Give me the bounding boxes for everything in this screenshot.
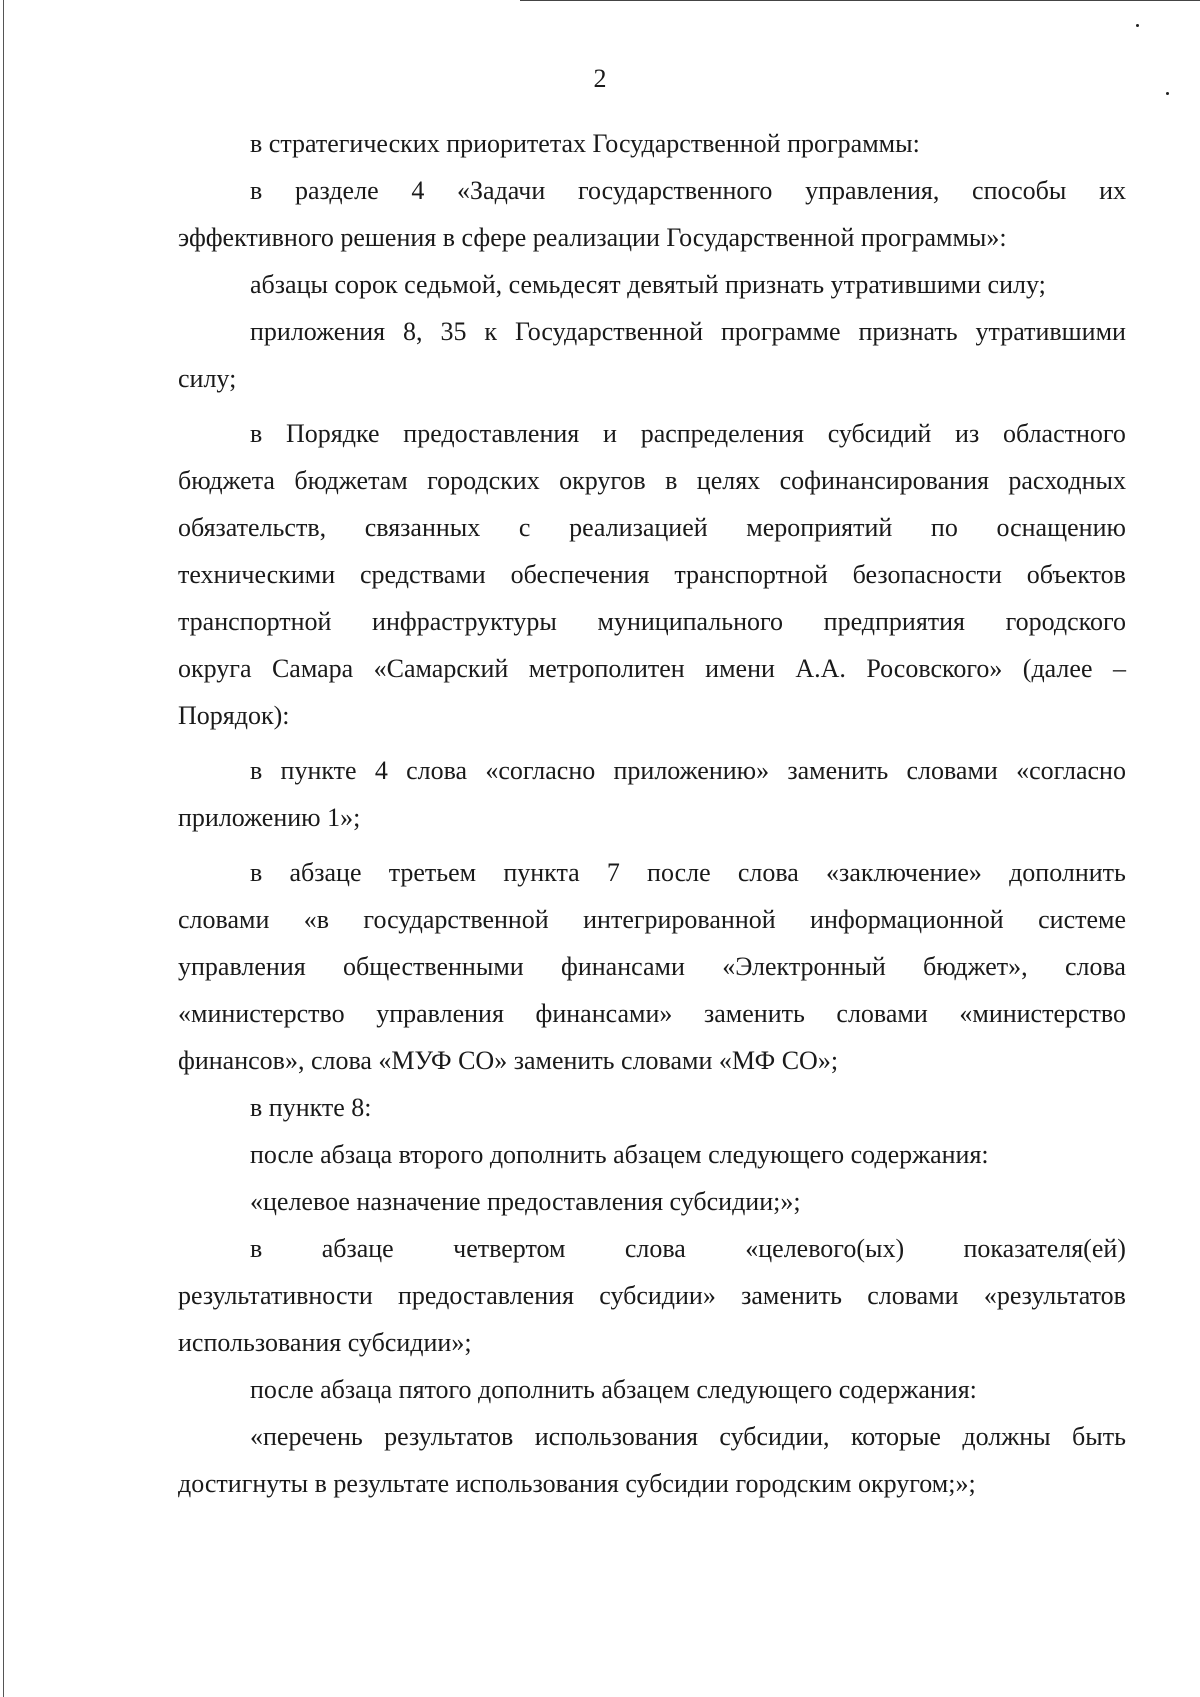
text-line <box>178 1225 1126 1272</box>
line-word: в <box>250 858 263 887</box>
line-word: должны <box>962 1422 1051 1451</box>
line-text: Порядок): <box>178 701 290 730</box>
line-word: предоставления <box>403 419 580 448</box>
text-line <box>178 1460 1126 1507</box>
line-text: финансов», слова «МУФ СО» заменить словами «МФ СО»; <box>178 1046 839 1075</box>
line-word: Порядке <box>286 419 380 448</box>
line-word: «перечень <box>250 1422 363 1451</box>
text-line <box>178 747 1126 794</box>
line-text: силу; <box>178 364 237 393</box>
line-word: словами <box>178 905 270 934</box>
line-text: абзацы сорок седьмой, семьдесят девятый признать утратившими силу; <box>250 270 1046 299</box>
line-word: расходных <box>1008 466 1126 495</box>
line-word: субсидий <box>827 419 932 448</box>
line-text: в пункте 8: <box>250 1093 372 1122</box>
line-word: 35 <box>440 317 467 346</box>
line-word: слова <box>1064 952 1126 981</box>
line-word: словами <box>906 756 998 785</box>
line-word: разделе <box>294 176 379 205</box>
line-word: субсидии» <box>599 1281 716 1310</box>
line-word: А.А. <box>795 654 846 683</box>
line-word: в <box>250 176 263 205</box>
line-word: в <box>250 1234 263 1263</box>
text-line <box>178 943 1126 990</box>
line-word: имени <box>705 654 775 683</box>
line-word: которые <box>850 1422 941 1451</box>
page-body <box>178 120 1126 1507</box>
line-word: заменить <box>787 756 889 785</box>
text-line <box>178 261 1126 308</box>
text-line <box>178 645 1126 692</box>
line-word: метрополитен <box>528 654 685 683</box>
line-text: использования субсидии»; <box>178 1328 472 1357</box>
line-text: после абзаца пятого дополнить абзацем следующего содержания: <box>250 1375 977 1404</box>
line-word: целях <box>696 466 761 495</box>
line-word: мероприятий <box>746 513 893 542</box>
line-word: «Самарский <box>373 654 509 683</box>
line-word: четвертом <box>453 1234 566 1263</box>
line-word: «заключение» <box>826 858 982 887</box>
line-word: бюджетам <box>294 466 408 495</box>
line-word: слова <box>624 1234 686 1263</box>
line-word: их <box>1099 176 1126 205</box>
line-word: бюджета <box>178 466 275 495</box>
text-line <box>178 167 1126 214</box>
line-word: государственной <box>363 905 549 934</box>
line-word: слова <box>737 858 799 887</box>
line-word: 4 <box>411 176 425 205</box>
line-word: использования <box>534 1422 698 1451</box>
line-word: областного <box>1002 419 1126 448</box>
text-line <box>178 1084 1126 1131</box>
line-word: муниципального <box>597 607 784 636</box>
line-word: к <box>484 317 498 346</box>
line-word: способы <box>972 176 1067 205</box>
text-line <box>178 1131 1126 1178</box>
line-word: управления, <box>805 176 940 205</box>
scan-left-edge <box>3 0 4 1697</box>
text-line <box>178 1272 1126 1319</box>
line-word: Росовского» <box>866 654 1003 683</box>
line-word: словами <box>867 1281 959 1310</box>
line-word: утратившими <box>975 317 1126 346</box>
line-word: быть <box>1072 1422 1126 1451</box>
line-word: после <box>647 858 711 887</box>
line-word: бюджет», <box>923 952 1028 981</box>
text-line <box>178 1178 1126 1225</box>
line-text: достигнуты в результате использования субсидии городским округом;»; <box>178 1469 976 1498</box>
line-word: признать <box>858 317 958 346</box>
line-word: абзаце <box>289 858 362 887</box>
line-word: транспортной <box>674 560 828 589</box>
line-word: третьем <box>388 858 477 887</box>
line-word: распределения <box>640 419 804 448</box>
line-word: в <box>250 419 263 448</box>
line-word: городских <box>427 466 540 495</box>
line-word: городского <box>1005 607 1126 636</box>
line-word: предоставления <box>398 1281 574 1310</box>
line-word: показателя(ей) <box>963 1234 1126 1263</box>
line-word: транспортной <box>178 607 332 636</box>
line-word: объектов <box>1026 560 1126 589</box>
line-word: пункта <box>503 858 580 887</box>
line-word: финансами» <box>535 999 673 1028</box>
line-word: софинансирования <box>779 466 989 495</box>
line-word: программе <box>720 317 841 346</box>
line-word: инфраструктуры <box>372 607 557 636</box>
line-word: заменить <box>741 1281 842 1310</box>
line-word: «согласно <box>485 756 596 785</box>
line-word: обеспечения <box>510 560 650 589</box>
line-word: «Задачи <box>457 176 546 205</box>
line-word: субсидии, <box>719 1422 830 1451</box>
text-line <box>178 308 1126 355</box>
line-word: «министерство <box>959 999 1126 1028</box>
line-text: эффективного решения в сфере реализации Государственной программы»: <box>178 223 1007 252</box>
line-text: приложению 1»; <box>178 803 361 832</box>
line-word: информационной <box>810 905 1004 934</box>
text-line <box>178 457 1126 504</box>
line-word: результативности <box>178 1281 373 1310</box>
line-word: «согласно <box>1016 756 1126 785</box>
text-line <box>178 551 1126 598</box>
line-word: дополнить <box>1009 858 1126 887</box>
line-word: государственного <box>578 176 773 205</box>
line-word: и <box>603 419 617 448</box>
text-line <box>178 692 1126 739</box>
line-word: «Электронный <box>722 952 886 981</box>
text-line <box>178 896 1126 943</box>
text-line <box>178 1037 1126 1084</box>
text-line <box>178 1319 1126 1366</box>
line-word: пункте <box>280 756 357 785</box>
text-line <box>178 990 1126 1037</box>
line-word: приложения <box>250 317 386 346</box>
text-line <box>178 1366 1126 1413</box>
line-word: системе <box>1038 905 1126 934</box>
line-word: заменить <box>703 999 805 1028</box>
line-word: слова <box>406 756 468 785</box>
line-word: финансами <box>561 952 685 981</box>
line-word: предприятия <box>823 607 966 636</box>
line-word: оснащению <box>996 513 1126 542</box>
line-word: результатов <box>384 1422 514 1451</box>
page-number: 2 <box>593 64 607 93</box>
line-word: 7 <box>606 858 620 887</box>
text-line <box>178 794 1126 841</box>
line-word: абзаце <box>321 1234 394 1263</box>
line-word: управления <box>376 999 504 1028</box>
line-word: – <box>1112 654 1126 683</box>
text-line <box>178 598 1126 645</box>
line-word: 8, <box>403 317 423 346</box>
text-line <box>178 849 1126 896</box>
line-word: в <box>665 466 678 495</box>
line-word: средствами <box>360 560 486 589</box>
line-word: «результатов <box>983 1281 1126 1310</box>
line-word: управления <box>178 952 306 981</box>
line-word: с <box>518 513 531 542</box>
line-word: реализацией <box>569 513 708 542</box>
line-word: 4 <box>374 756 388 785</box>
line-word: Государственной <box>515 317 704 346</box>
text-line <box>178 1413 1126 1460</box>
line-word: «в <box>303 905 330 934</box>
line-word: интегрированной <box>583 905 776 934</box>
line-word: словами <box>836 999 928 1028</box>
line-text: после абзаца второго дополнить абзацем следующего содержания: <box>250 1140 989 1169</box>
line-word: округов <box>559 466 646 495</box>
line-word: (далее <box>1022 654 1093 683</box>
text-line <box>178 120 1126 167</box>
text-line <box>178 214 1126 261</box>
line-word: техническими <box>178 560 336 589</box>
line-text: «целевое назначение предоставления субсидии;»; <box>250 1187 801 1216</box>
text-line <box>178 410 1126 457</box>
scan-top-edge <box>520 0 1200 1</box>
line-word: связанных <box>364 513 481 542</box>
line-word: по <box>930 513 958 542</box>
text-line <box>178 355 1126 402</box>
line-word: безопасности <box>852 560 1002 589</box>
line-word: обязательств, <box>178 513 327 542</box>
line-word: «целевого(ых) <box>745 1234 905 1263</box>
line-word: общественными <box>343 952 524 981</box>
line-word: в <box>250 756 263 785</box>
line-word: приложению» <box>613 756 770 785</box>
text-line <box>178 504 1126 551</box>
scan-speck <box>1136 24 1139 27</box>
line-word: округа <box>178 654 252 683</box>
line-text: в стратегических приоритетах Государственной программы: <box>250 129 920 158</box>
line-word: из <box>955 419 980 448</box>
line-word: Самара <box>271 654 354 683</box>
line-word: «министерство <box>178 999 345 1028</box>
